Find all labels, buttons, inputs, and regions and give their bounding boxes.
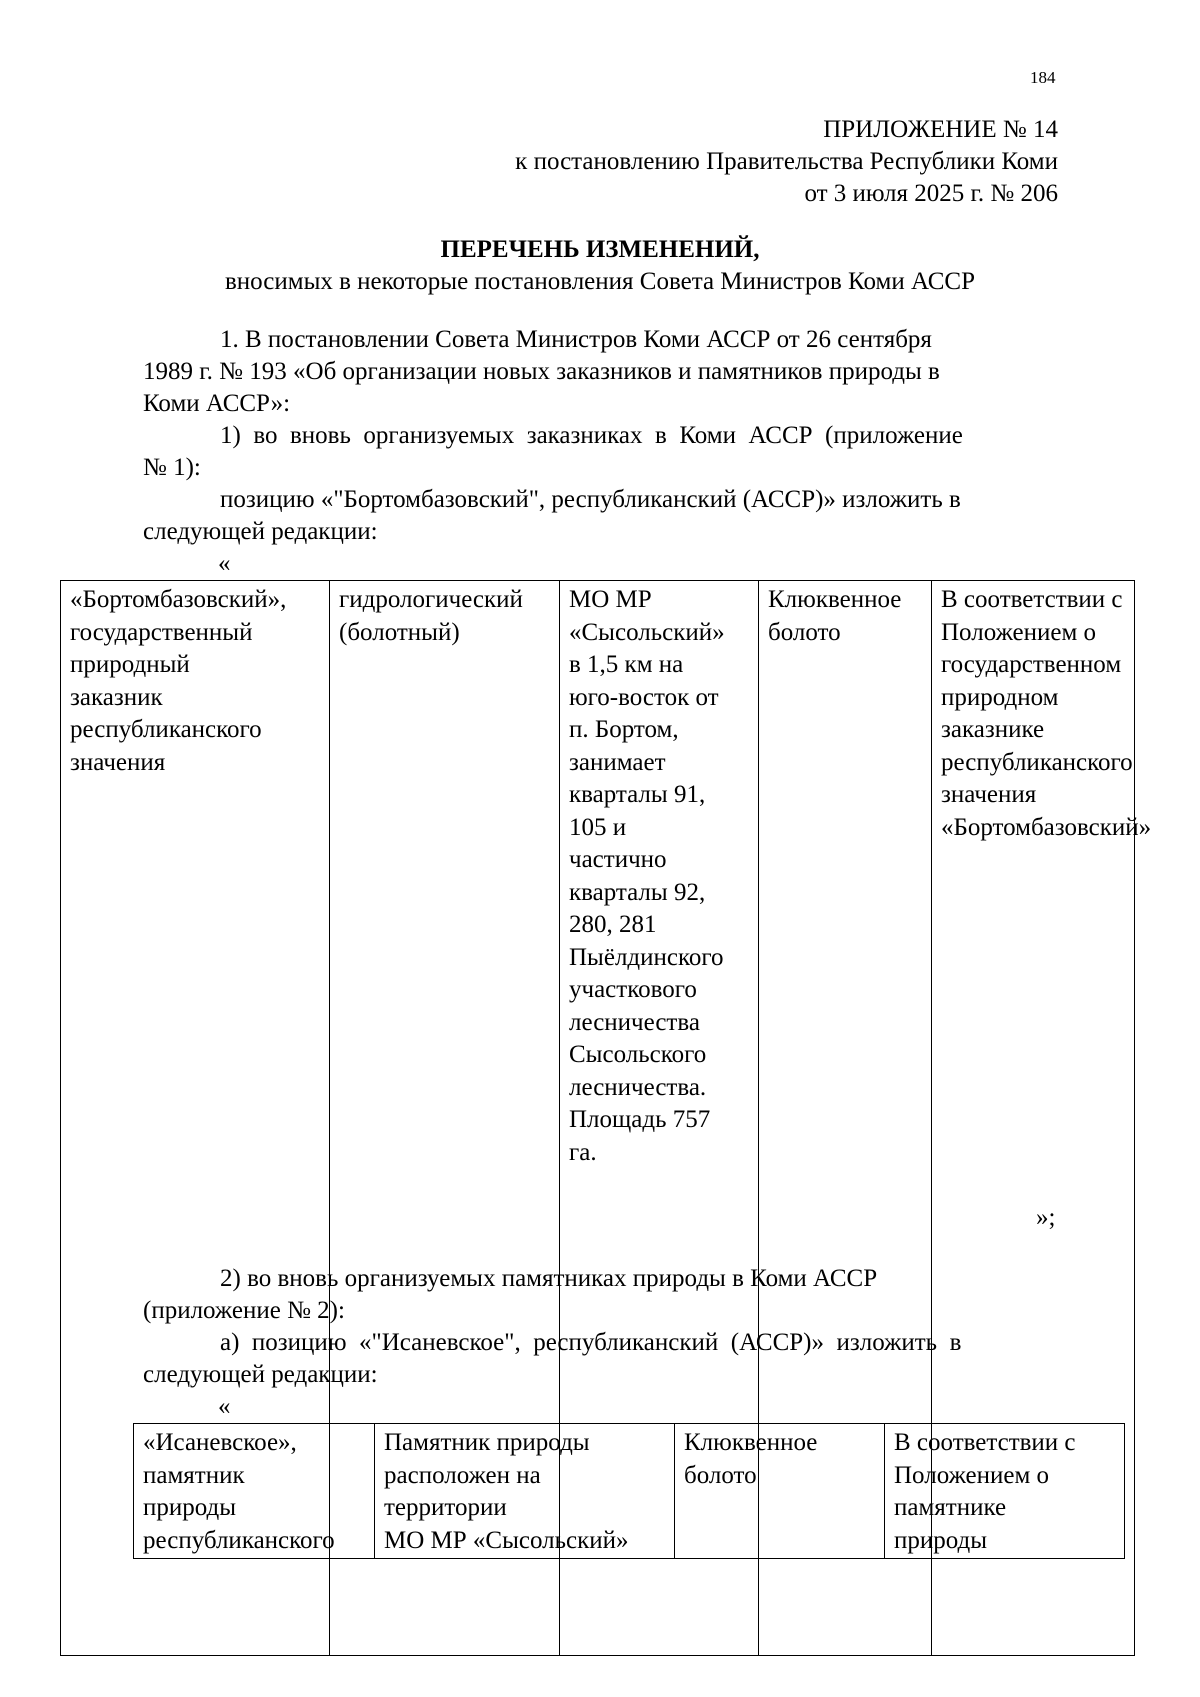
position-line-2: следующей редакции: [143, 518, 378, 545]
cell-line: Положением о [941, 618, 1097, 646]
section1-line-2: 1989 г. № 193 «Об организации новых заказников и памятников природы в [143, 358, 940, 385]
item1-line-1: 1) во вновь организуемых заказниках в Коми АССР (приложение [220, 422, 963, 449]
cell-line: занимает [569, 748, 666, 776]
cell-line: Положением о [894, 1461, 1050, 1489]
section1-line-1: 1. В постановлении Совета Министров Коми АССР от 26 сентября [220, 326, 932, 353]
table1-close-quote: »; [1036, 1204, 1056, 1231]
cell-line: (болотный) [339, 618, 460, 646]
cell-line: республиканского [941, 748, 1133, 776]
cell-line: Пыёлдинского [569, 943, 724, 971]
cell-line: в 1,5 км на [569, 651, 684, 678]
cell-line: лесничества. [569, 1073, 707, 1101]
item2-line-1: 2) во вновь организуемых памятниках природы в Коми АССР [220, 1265, 878, 1292]
cell-line: государственный [70, 618, 253, 646]
cell-line: 105 и [569, 813, 627, 841]
cell-line: значения [70, 748, 166, 776]
cell-name [134, 1424, 375, 1559]
page-number: 184 [1030, 68, 1056, 87]
cell-line: участкового [569, 976, 697, 1003]
cell-regulation [885, 1424, 1125, 1559]
cell-location [375, 1424, 675, 1559]
document-title: ПЕРЕЧЕНЬ ИЗМЕНЕНИЙ, [440, 236, 760, 263]
resolution-reference: к постановлению Правительства Республики Коми [515, 148, 1058, 175]
cell-line: Площадь 757 [569, 1106, 711, 1133]
cell-line: 280, 281 [569, 911, 657, 938]
position-a-line-2: следующей редакции: [143, 1361, 378, 1388]
table-isanevskoe [133, 1423, 1125, 1559]
cell-line: природный [70, 651, 190, 678]
cell-line: га. [569, 1138, 597, 1166]
cell-line: заказнике [941, 716, 1045, 743]
table-row [134, 1424, 1125, 1559]
resolution-date-number: от 3 июля 2025 г. № 206 [804, 180, 1058, 207]
cell-line: природы [143, 1494, 237, 1521]
cell-line: «Бортомбазовский», [70, 586, 287, 613]
section1-line-3: Коми АССР»: [143, 390, 291, 417]
document-subtitle: вносимых в некоторые постановления Совета Министров Коми АССР [224, 268, 976, 295]
cell-line: республиканского [70, 716, 262, 743]
cell-line: Клюквенное [684, 1429, 818, 1456]
cell-line: памятнике [894, 1494, 1007, 1521]
cell-line: Памятник природы [384, 1429, 590, 1456]
cell-line: памятник [143, 1461, 245, 1489]
cell-line: гидрологический [339, 586, 523, 613]
cell-line: республиканского [143, 1526, 335, 1554]
cell-line: Клюквенное [768, 586, 902, 613]
cell-line: кварталы 92, [569, 878, 706, 906]
cell-line: природы [894, 1526, 988, 1554]
cell-line: В соответствии с [894, 1429, 1076, 1456]
position-a-line-1: а) позицию «"Исаневское", республиканский (АССР)» изложить в [220, 1329, 962, 1356]
cell-line: частично [569, 846, 667, 873]
cell-line: кварталы 91, [569, 781, 706, 808]
cell-line: Сысольского [569, 1041, 707, 1068]
table1-open-quote: « [218, 550, 231, 577]
cell-line: «Сысольский» [569, 618, 725, 646]
cell-line: территории [384, 1494, 507, 1521]
cell-line: болото [768, 618, 841, 646]
cell-object [675, 1424, 885, 1559]
appendix-label: ПРИЛОЖЕНИЕ № 14 [823, 116, 1058, 143]
cell-line: государственном [941, 651, 1122, 678]
item1-line-2: № 1): [143, 454, 201, 481]
cell-line: «Бортомбазовский» [941, 813, 1152, 841]
cell-line: В соответствии с [941, 586, 1123, 613]
cell-line: юго-восток от [569, 683, 719, 711]
position-line-1: позицию «"Бортомбазовский", республиканский (АССР)» изложить в [220, 486, 961, 513]
cell-line: п. Бортом, [569, 716, 679, 743]
cell-line: МО МР [569, 586, 652, 613]
cell-line: значения [941, 781, 1037, 808]
cell-line: МО МР «Сысольский» [384, 1526, 629, 1554]
item2-line-2: (приложение № 2): [143, 1297, 345, 1324]
cell-line: природном [941, 683, 1059, 711]
cell-line: лесничества [569, 1008, 700, 1036]
cell-line: болото [684, 1461, 757, 1489]
cell-line: заказник [70, 683, 163, 711]
table2-open-quote: « [218, 1393, 231, 1420]
cell-line: расположен на [384, 1461, 541, 1489]
cell-line: «Исаневское», [143, 1429, 297, 1456]
